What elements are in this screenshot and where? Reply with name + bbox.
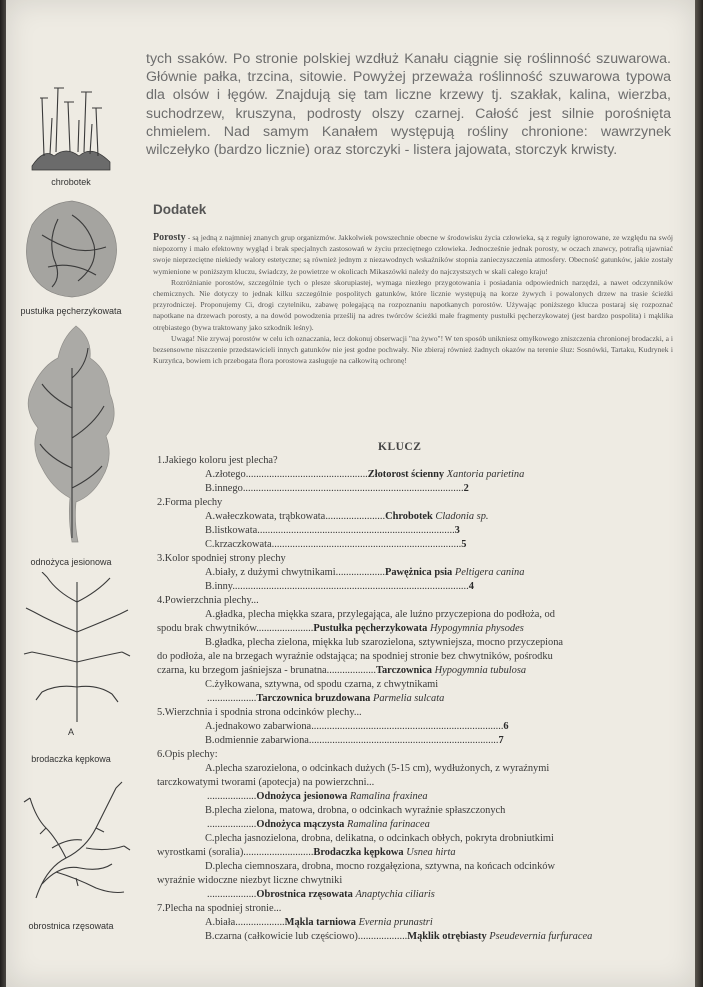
key-option: [157, 916, 672, 930]
key-continuation-text: spodu brak chwytników: [157, 623, 257, 634]
key-continuation-text: czarna, ku brzegom jaśniejsza - brunatna: [157, 665, 327, 676]
key-option-text: D.plecha ciemnoszara, drobna, mocno rozgałęziona, sztywna, na końcach odcinków: [205, 861, 555, 872]
key-option-text: A.gładka, plecha miękka szara, przylegająca, ale luźno przyczepiona do podłoża, od: [205, 609, 555, 620]
latin-name: Parmelia sulcata: [373, 693, 445, 704]
species-name: Chrobotek: [385, 511, 433, 522]
key-question: [157, 496, 672, 510]
key-option: [157, 580, 672, 594]
paragraph-uwaga: Uwaga! Nie zrywaj porostów w celu ich oznaczania, lecz dokonuj obserwacji "na żywo"! W ten sposób unikniesz omyłkowego zniszczenia chronionej brodaczki, a i bezsensowne niszczenie przedstawicieli innych gatunków nie jest godne pochwały. Nie zbieraj również żadnych okazów na terenie śluz: Sosnówki, Tartaku, Kudrynek i Kurzyńca, bowiem ich przebogata flora porostowa zasługuje na całkowitą ochronę!: [153, 333, 673, 366]
leader-dots: ...................: [207, 693, 257, 704]
key-option: [157, 762, 672, 776]
goto-number: 2: [463, 483, 469, 494]
key-question: [157, 902, 672, 916]
caption-obrostnica: obrostnica rzęsowata: [28, 921, 114, 931]
key-question: [157, 552, 672, 566]
paragraph-porosty-text: - są jedną z najmniej znanych grup organizmów. Jakkolwiek powszechnie obecne w środowisku życia człowieka, są z reguły ignorowane, ze względu na swój niepozorny i mało efektowny wygląd i brak specjalnych zastosowań w życiu przeciętnego człowieka. Jednocześnie jednak porosty, w oczach znawcy, potrafią ujawniać swoje nieprzeciętne niekiedy walory estetyczne; są również jednym z niezawodnych wskaźników stopnia zanieczyszczenia atmosfery. Obecność gatunków, jakie zostały wymienione w poniższym kluczu, świadczy, że powietrze w okolicach Mikaszówki należy do najczystszych w skali całego kraju!: [153, 233, 673, 276]
key-option-text: A.wałeczkowata, trąbkowata: [205, 511, 326, 522]
key-option: [157, 804, 672, 818]
caption-chrobotek: chrobotek: [51, 177, 91, 187]
key-option: [157, 510, 672, 524]
latin-name: Evernia prunastri: [358, 917, 433, 928]
goto-number: 3: [454, 525, 460, 536]
key-option-text: A.jednakowo zabarwiona: [205, 721, 312, 732]
section-title: Dodatek: [153, 202, 207, 217]
key-option: [157, 468, 672, 482]
latin-name: Peltigera canina: [454, 567, 525, 578]
species-name: Mąkla tarniowa: [284, 917, 356, 928]
leader-dots: ..........................................................................: [311, 721, 504, 732]
key-question-text: 6.Opis plechy:: [157, 749, 218, 760]
key-option: [157, 482, 672, 496]
species-name: Mąklik otrębiasty: [407, 931, 487, 942]
species-name: Odnożyca mączysta: [256, 819, 345, 830]
leader-dots: ...................: [207, 819, 257, 830]
key-option: [157, 734, 672, 748]
goto-number: 7: [498, 735, 504, 746]
key-option-text: C.plecha jasnozielona, drobna, delikatna, o odcinkach obłych, pokryta drobniutkimi: [205, 833, 554, 844]
key-title: KLUCZ: [378, 441, 422, 453]
species-name: Tarczownica bruzdowana: [256, 693, 371, 704]
leader-dots: .........................................................................: [308, 735, 499, 746]
key-continuation-text: wyraźnie widoczne niezbyt liczne chwytniki: [157, 875, 343, 886]
paragraph-rozroznianie: Rozróżnianie porostów, szczególnie tych o plesze skorupiastej, wymaga niezłego przygotowania i posiadania odpowiednich narzędzi, a nawet odczynników chemicznych. Nie dotyczy to jednak kilku szczególnie pospolitych gatunków, które licznie występują na korze żywych i powalonych drzew na trasie ścieżki przyrodniczej. Proponujemy Ci, drogi czytelniku, zabawę polegającą na rozpoznaniu napotkanych porostów. Używając poniższego klucza postaraj się rozpoznać napotkane na drzewach porosty, a na dowód powodzenia prześlij na adres twórców ścieżki małe fragmenty pustułki pęcherzykowatej (jest bardzo pospolita) i mąklika otrębiastego (bywa traktowany jako szkodnik leśny).: [153, 277, 673, 332]
key-option-continuation: [157, 650, 672, 664]
leader-dots: ...................: [357, 931, 408, 942]
obrostnica-illustration: [16, 768, 136, 908]
key-question-text: 7.Plecha na spodniej stronie...: [157, 903, 282, 914]
goto-number: 6: [503, 721, 509, 732]
paragraph-lead: Porosty: [153, 232, 186, 243]
latin-name: Xantoria parietina: [446, 469, 525, 480]
latin-name: Cladonia sp.: [435, 511, 489, 522]
key-continuation-text: tarczkowatymi tworami (apotecja) na powierzchni...: [157, 777, 375, 788]
species-name: Pawężnica psia: [384, 567, 453, 578]
key-option: [157, 678, 672, 692]
key-option-text: B.gładka, plecha zielona, miękka lub szarozielona, sztywniejsza, mocno przyczepiona: [205, 637, 564, 648]
key-continuation-text: do podłoża, ale na brzegach wyraźnie odstająca; na spodniej stronie bez chwytników, pośrodku: [157, 651, 553, 662]
key-option-text: A.biały, z dużymi chwytnikami: [205, 567, 336, 578]
species-name: Odnożyca jesionowa: [256, 791, 348, 802]
paragraph-porosty: [153, 232, 673, 277]
key-question: [157, 748, 672, 762]
leader-dots: ...................: [235, 917, 285, 928]
intro-paragraph: tych ssaków. Po stronie polskiej wzdłuż Kanału ciągnie się roślinność szuwarowa. Głównie pałka, trzcina, sitowie. Powyżej przeważa roślinność szuwarowa typowa dla olsów i łęgów. Znajdują się tam liczne krzewy tj. szakłak, kalina, wierzba, suchodrzew, kruszyna, podrosty olszy czarnej. Całość jest silnie porośnięta chmielem. Nad samym Kanałem występują rośliny chronione: wawrzynek wilczełyko (bardzo licznie) oraz storczyki - listera jajowata, storczyk krwisty.: [146, 51, 671, 159]
goto-number: 4: [468, 581, 474, 592]
leader-dots: ...........................................................................................: [232, 581, 469, 592]
identification-key: [157, 454, 672, 944]
leader-dots: .........................................................................: [271, 539, 462, 550]
leader-dots: .....................................................................................: [242, 483, 464, 494]
leader-dots: ...................: [326, 665, 376, 676]
leader-dots: .......................: [325, 511, 386, 522]
key-continuation-text: wyrostkami (soralia): [157, 847, 244, 858]
brodaczka-illustration: [22, 572, 132, 732]
key-option: [157, 860, 672, 874]
key-option-continuation: [157, 846, 672, 860]
key-option-text: A.biała: [205, 917, 236, 928]
key-option-text: B.listkowata: [205, 525, 258, 536]
latin-name: Ramalina farinacea: [347, 819, 430, 830]
key-option: [157, 636, 672, 650]
latin-name: Hypogymnia tubulosa: [434, 665, 527, 676]
key-option: [157, 566, 672, 580]
key-question-text: 3.Kolor spodniej strony plechy: [157, 553, 286, 564]
pustulka-illustration: [18, 195, 126, 303]
key-option-text: B.inny: [205, 581, 233, 592]
key-question: [157, 706, 672, 720]
key-result-line: [157, 790, 672, 804]
species-name: Tarczownica: [376, 665, 432, 676]
key-option: [157, 524, 672, 538]
key-option: [157, 930, 672, 944]
key-result-line: [157, 818, 672, 832]
leader-dots: ...........................: [243, 847, 314, 858]
key-option-text: B.plecha zielona, matowa, drobna, o odcinkach wyraźnie spłaszczonych: [205, 805, 506, 816]
latin-name: Usnea hirta: [406, 847, 456, 858]
key-question-text: 2.Forma plechy: [157, 497, 223, 508]
key-option-text: C.krzaczkowata: [205, 539, 272, 550]
key-option-text: A.złotego: [205, 469, 246, 480]
species-name: Złotorost ścienny: [367, 469, 445, 480]
body-paragraphs: [153, 232, 673, 366]
key-option-text: B.czarna (całkowicie lub częściowo): [205, 931, 358, 942]
key-option-continuation: [157, 874, 672, 888]
key-option: [157, 832, 672, 846]
key-option-text: A.plecha szarozielona, o odcinkach dużych (5-15 cm), wydłużonych, z wyraźnymi: [205, 763, 550, 774]
key-question: [157, 454, 672, 468]
key-result-line: [157, 888, 672, 902]
key-result-line: [157, 692, 672, 706]
species-name: Obrostnica rzęsowata: [256, 889, 353, 900]
leader-dots: ......................: [256, 623, 314, 634]
key-question-text: 5.Wierzchnia i spodnia strona odcinków plechy...: [157, 707, 362, 718]
key-question-text: 4.Powierzchnia plechy...: [157, 595, 259, 606]
goto-number: 5: [461, 539, 467, 550]
key-option-text: B.innego: [205, 483, 243, 494]
key-option-continuation: [157, 664, 672, 678]
leader-dots: ...................: [207, 791, 257, 802]
species-name: Pustułka pęcherzykowata: [313, 623, 428, 634]
key-option: [157, 538, 672, 552]
chrobotek-illustration: [24, 78, 119, 173]
key-option-continuation: [157, 622, 672, 636]
key-question: [157, 594, 672, 608]
latin-name: Anaptychia ciliaris: [355, 889, 435, 900]
key-question-text: 1.Jakiego koloru jest plecha?: [157, 455, 278, 466]
caption-a: A: [67, 727, 74, 737]
caption-pustulka: pustułka pęcherzykowata: [20, 306, 122, 316]
caption-odnozyca: odnożyca jesionowa: [30, 557, 112, 567]
caption-brodaczka: brodaczka kępkowa: [31, 754, 111, 764]
key-option: [157, 720, 672, 734]
latin-name: Hypogymnia physodes: [429, 623, 524, 634]
leader-dots: ...................: [335, 567, 385, 578]
leader-dots: ............................................................................: [257, 525, 455, 536]
latin-name: Pseudevernia furfuracea: [489, 931, 593, 942]
odnozyca-jesionowa-illustration: [12, 318, 130, 548]
latin-name: Ramalina fraxinea: [349, 791, 428, 802]
key-option-continuation: [157, 776, 672, 790]
key-option-text: C.żyłkowana, sztywna, od spodu czarna, z chwytnikami: [205, 679, 439, 690]
key-option: [157, 608, 672, 622]
species-name: Brodaczka kępkowa: [313, 847, 404, 858]
leader-dots: ...............................................: [245, 469, 368, 480]
key-option-text: B.odmiennie zabarwiona: [205, 735, 309, 746]
document-page: [6, 0, 696, 987]
leader-dots: ...................: [207, 889, 257, 900]
binder-edge-right: [695, 0, 703, 987]
